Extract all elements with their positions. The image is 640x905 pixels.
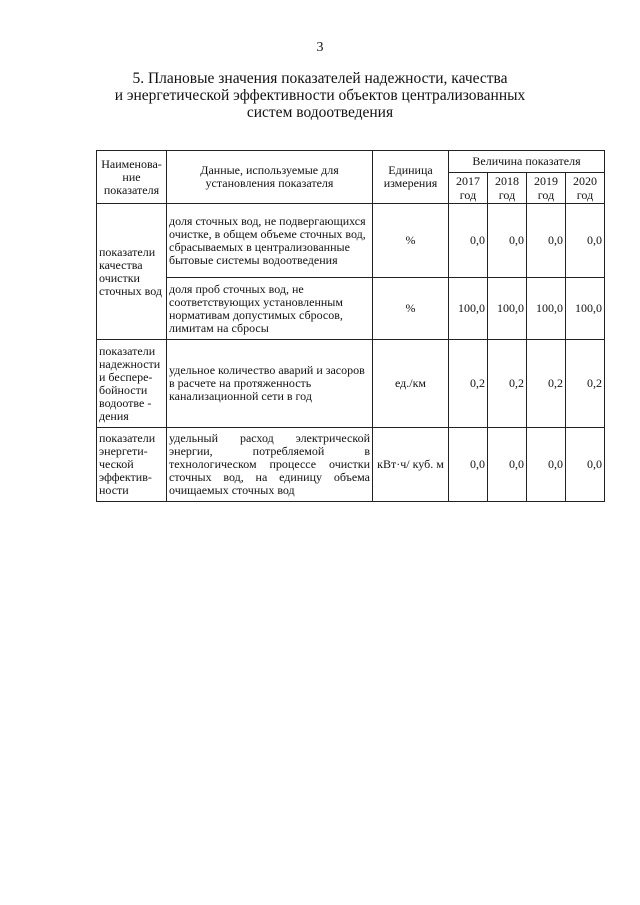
header-year-2018: 2018 год xyxy=(488,173,527,204)
value-2019: 100,0 xyxy=(527,278,566,340)
indicator-unit: % xyxy=(373,204,449,278)
header-year-2017: 2017 год xyxy=(449,173,488,204)
header-year-2019: 2019 год xyxy=(527,173,566,204)
header-data-used: Данные, используемые для установления показателя xyxy=(167,151,373,204)
table-row xyxy=(97,428,605,502)
value-2018: 0,0 xyxy=(488,204,527,278)
indicator-description: удельное количество аварий и засоров в расчете на протяженность канализационной сети в год xyxy=(167,340,373,428)
value-2017: 0,0 xyxy=(449,428,488,502)
header-year-2020: 2020 год xyxy=(566,173,605,204)
indicator-description: доля проб сточных вод, не соответствующих установленным нормативам допустимых сбросов, лимитам на сбросы xyxy=(167,278,373,340)
table-row xyxy=(97,340,605,428)
value-2018: 0,2 xyxy=(488,340,527,428)
value-2020: 0,0 xyxy=(566,428,605,502)
value-2020: 100,0 xyxy=(566,278,605,340)
indicator-unit: кВт·ч/ куб. м xyxy=(373,428,449,502)
indicator-group-name: показатели надежности и беспере-бойности водоотве - дения xyxy=(97,340,167,428)
value-2019: 0,0 xyxy=(527,428,566,502)
value-2019: 0,2 xyxy=(527,340,566,428)
indicator-group-name: показатели энергети-ческой эффектив-ности xyxy=(97,428,167,502)
header-indicator-value: Величина показателя xyxy=(449,151,605,173)
value-2017: 0,0 xyxy=(449,204,488,278)
indicators-table xyxy=(96,150,605,502)
section-title-line-2: и энергетической эффективности объектов централизованных xyxy=(114,87,526,104)
section-title-line-1: 5. Плановые значения показателей надежности, качества xyxy=(132,70,508,87)
value-2020: 0,0 xyxy=(566,204,605,278)
value-2019: 0,0 xyxy=(527,204,566,278)
value-2017: 0,2 xyxy=(449,340,488,428)
section-title-line-3: систем водоотведения xyxy=(246,104,394,121)
header-unit: Единица измерения xyxy=(373,151,449,204)
indicator-description: удельный расход электрической энергии, потребляемой в технологическом процессе очистки сточных вод, на единицу объема очищаемых сточных вод xyxy=(167,428,373,502)
indicator-unit: % xyxy=(373,278,449,340)
table-row xyxy=(97,278,605,340)
table-row xyxy=(97,204,605,278)
indicator-group-name: показатели качества очистки сточных вод xyxy=(97,204,167,340)
value-2020: 0,2 xyxy=(566,340,605,428)
header-indicator-name: Наименова-ние показателя xyxy=(97,151,167,204)
value-2018: 100,0 xyxy=(488,278,527,340)
value-2017: 100,0 xyxy=(449,278,488,340)
indicator-description: доля сточных вод, не подвергающихся очистке, в общем объеме сточных вод, сбрасываемых в централизованные бытовые системы водоотведения xyxy=(167,204,373,278)
value-2018: 0,0 xyxy=(488,428,527,502)
page-number: 3 xyxy=(316,40,324,55)
section-title xyxy=(95,70,545,121)
indicator-unit: ед./км xyxy=(373,340,449,428)
